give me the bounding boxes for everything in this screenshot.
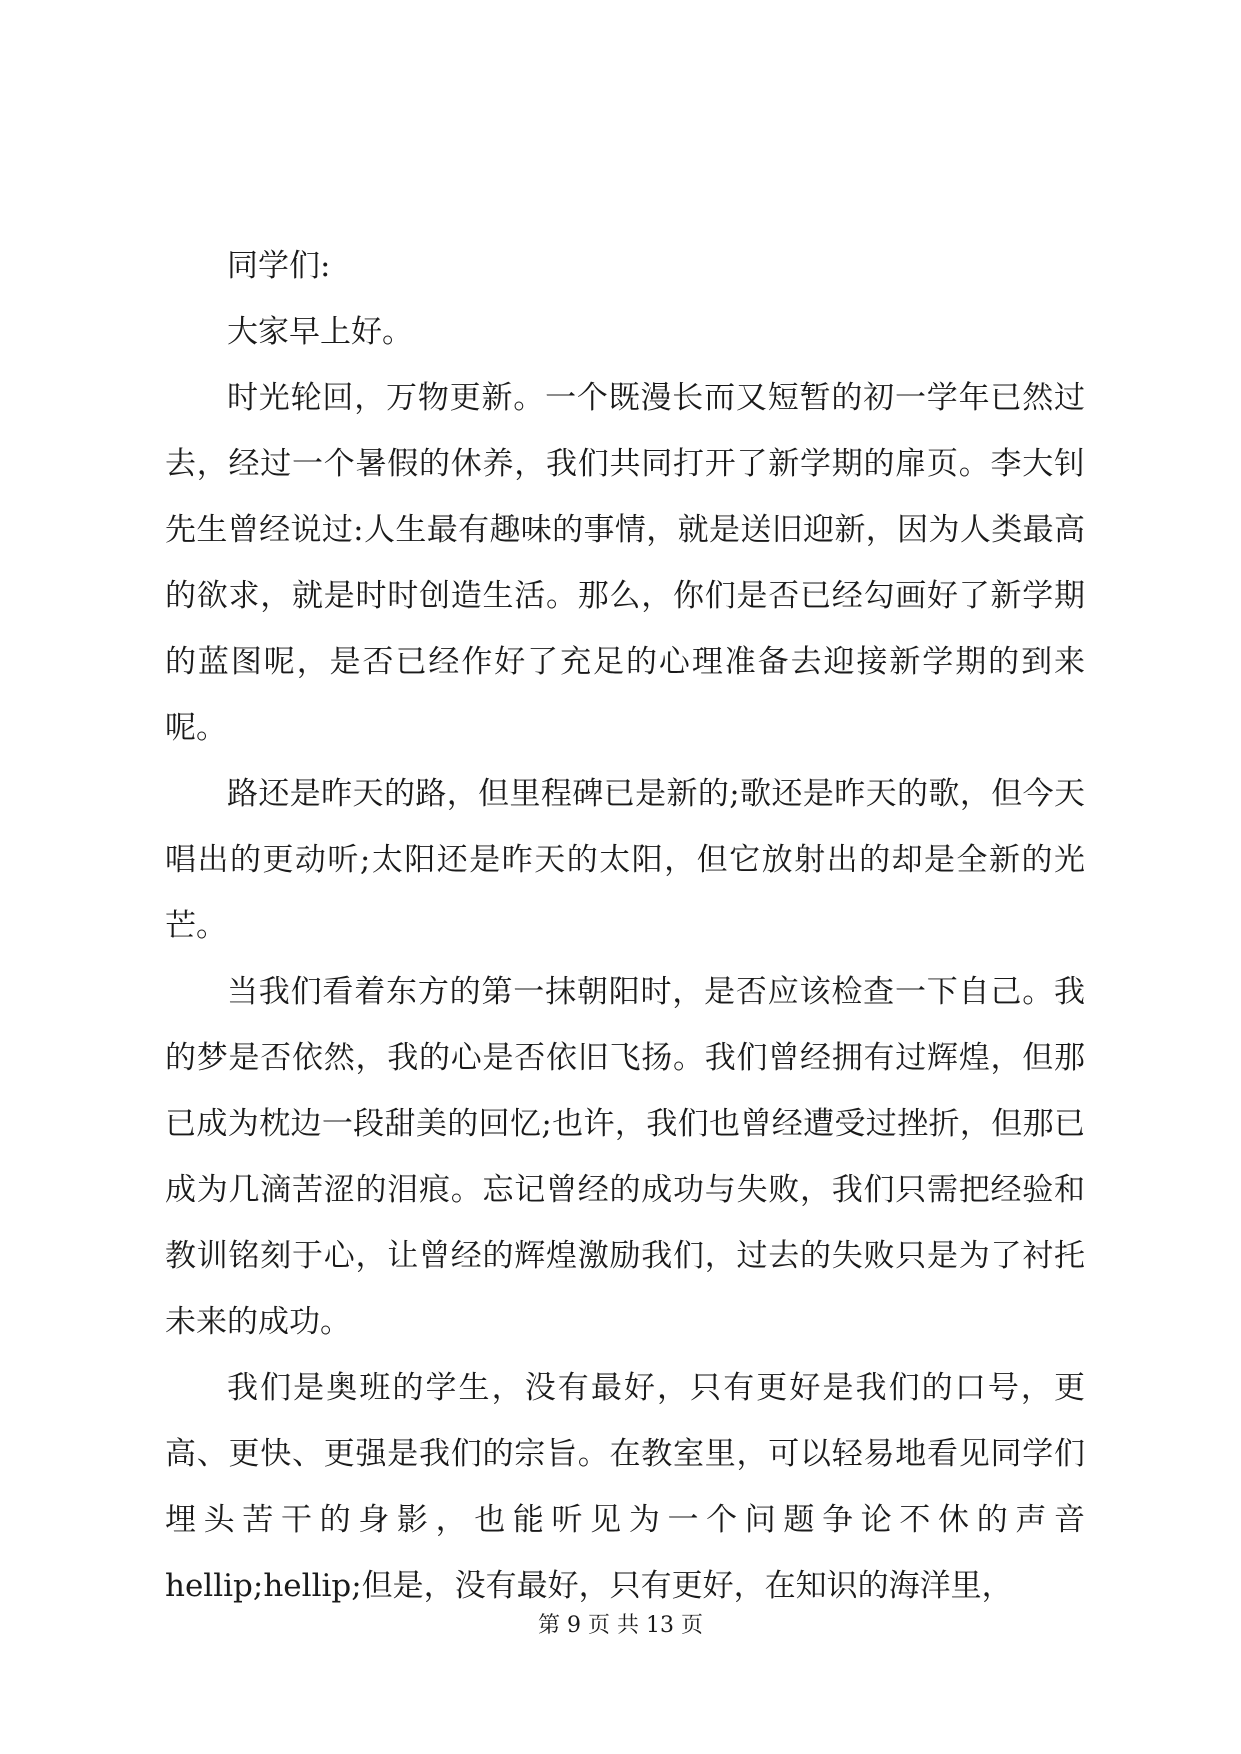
paragraph-same-road: 路还是昨天的路，但里程碑已是新的;歌还是昨天的歌，但今天唱出的更动听;太阳还是昨天的太阳，但它放射出的却是全新的光芒。 <box>165 776 1085 944</box>
page-footer: 第 9 页 共 13 页 <box>538 1613 703 1638</box>
paragraph-olympiad-class: 我们是奥班的学生，没有最好，只有更好是我们的口号，更高、更快、更强是我们的宗旨。在教室里，可以轻易地看见同学们埋头苦干的身影，也能听见为一个问题争论不休的声音hellip;hellip;但是，没有最好，只有更好，在知识的海洋里， <box>165 1370 1085 1604</box>
body-text <box>165 233 1085 1619</box>
paragraph-new-term: 时光轮回，万物更新。一个既漫长而又短暂的初一学年已然过去，经过一个暑假的休养，我们共同打开了新学期的扉页。李大钊先生曾经说过:人生最有趣味的事情，就是送旧迎新，因为人类最高的欲求，就是时时创造生活。那么，你们是否已经勾画好了新学期的蓝图呢，是否已经作好了充足的心理准备去迎接新学期的到来呢。 <box>165 380 1085 746</box>
paragraph-greeting: 同学们: <box>227 248 331 284</box>
paragraph-reflection: 当我们看着东方的第一抹朝阳时，是否应该检查一下自己。我的梦是否依然，我的心是否依旧飞扬。我们曾经拥有过辉煌，但那已成为枕边一段甜美的回忆;也许，我们也曾经遭受过挫折，但那已成为几滴苦涩的泪痕。忘记曾经的成功与失败，我们只需把经验和教训铭刻于心，让曾经的辉煌激励我们，过去的失败只是为了衬托未来的成功。 <box>165 974 1085 1340</box>
paragraph-good-morning: 大家早上好。 <box>227 314 413 350</box>
